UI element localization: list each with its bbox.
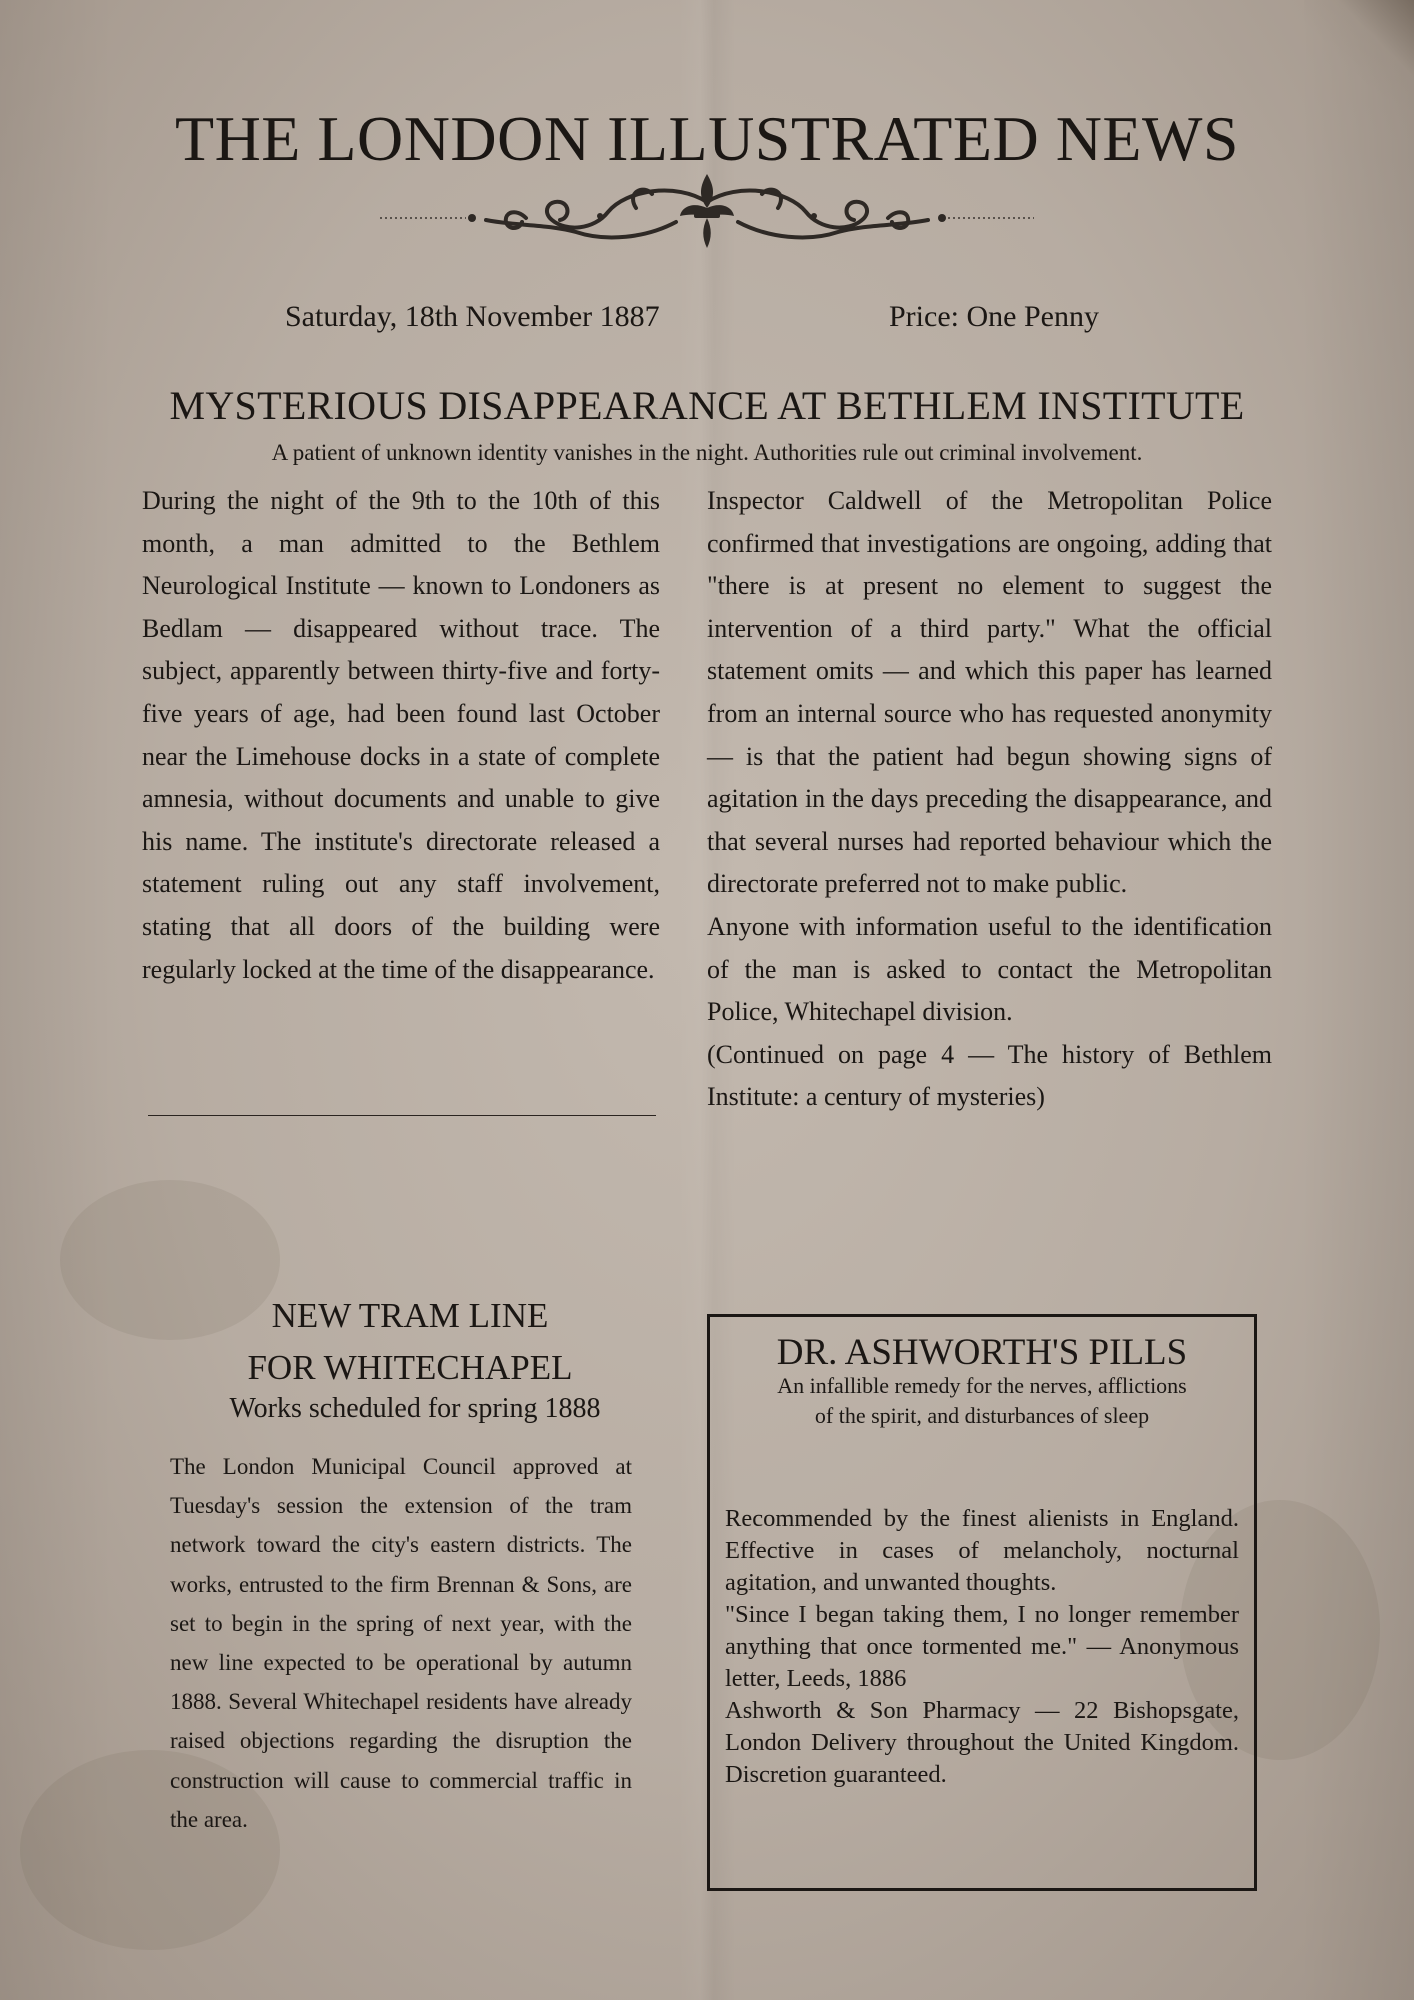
advertisement-box <box>707 1314 1257 1891</box>
advertisement-address: Ashworth & Son Pharmacy — 22 Bishopsgate, London Delivery throughout the United Kingdom. Discretion guaranteed. <box>725 1697 1239 1788</box>
lead-subheadline: A patient of unknown identity vanishes in the night. Authorities rule out criminal involvement. <box>271 440 1143 465</box>
advertisement-testimonial: "Since I began taking them, I no longer remember anything that once tormented me." — Anonymous letter, Leeds, 1886 <box>725 1601 1239 1692</box>
lead-right-column <box>707 480 1272 1119</box>
advertisement-title: DR. ASHWORTH'S PILLS <box>776 1332 1188 1373</box>
column-divider-rule <box>148 1115 656 1116</box>
tram-headline <box>130 1290 690 1394</box>
lead-paragraph: During the night of the 9th to the 10th of this month, a man admitted to the Bethlem Neurological Institute — known to Londoners as Bedlam — disappeared without trace. The subject, apparently between thirty-five and forty-five years of age, had been found last October near the Limehouse docks in a state of complete amnesia, without documents and unable to give his name. The institute's directorate released a statement ruling out any staff involvement, stating that all doors of the building were regularly locked at the time of the disappearance. <box>142 486 660 984</box>
tram-subheadline: Works scheduled for spring 1888 <box>229 1393 601 1424</box>
lead-left-column <box>142 480 660 991</box>
lead-paragraph: Inspector Caldwell of the Metropolitan Police confirmed that investigations are ongoing, adding that "there is at present no element to suggest the intervention of a third party." What the official statement omits — and which this paper has learned from an internal source who has requested anonymity — is that the patient had begun showing signs of agitation in the days preceding the disappearance, and that several nurses had reported behaviour which the directorate preferred not to make public. <box>707 486 1272 899</box>
tram-headline-line: FOR WHITECHAPEL <box>247 1348 573 1387</box>
advertisement-body <box>725 1503 1239 1791</box>
tram-article-body: The London Municipal Council approved at Tuesday's session the extension of the tram network toward the city's eastern districts. The works, entrusted to the firm Brennan & Sons, are set to begin in the spring of next year, with the new line expected to be operational by autumn 1888. Several Whitechapel residents have already raised objections regarding the disruption the construction will cause to commercial traffic in the area. <box>170 1454 632 1832</box>
issue-date: Saturday, 18th November 1887 <box>285 300 660 333</box>
advertisement-tagline <box>710 1371 1254 1431</box>
lead-paragraph: Anyone with information useful to the identification of the man is asked to contact the Metropolitan Police, Whitechapel division. <box>707 911 1272 1027</box>
lead-continuation-note: (Continued on page 4 — The history of Bethlem Institute: a century of mysteries) <box>707 1039 1272 1112</box>
advertisement-tagline-line: of the spirit, and disturbances of sleep <box>814 1403 1150 1428</box>
lead-headline: MYSTERIOUS DISAPPEARANCE AT BETHLEM INSTITUTE <box>169 383 1245 428</box>
page-corner-curl <box>1304 0 1414 110</box>
advertisement-paragraph: Recommended by the finest alienists in England. Effective in cases of melancholy, nocturnal agitation, and unwanted thoughts. <box>725 1505 1239 1596</box>
issue-price: Price: One Penny <box>889 300 1099 333</box>
ornamental-flourish-icon <box>376 172 1038 252</box>
tram-headline-line: NEW TRAM LINE <box>271 1296 549 1335</box>
masthead-title: THE LONDON ILLUSTRATED NEWS <box>174 103 1240 174</box>
advertisement-tagline-line: An infallible remedy for the nerves, afflictions <box>777 1373 1187 1398</box>
